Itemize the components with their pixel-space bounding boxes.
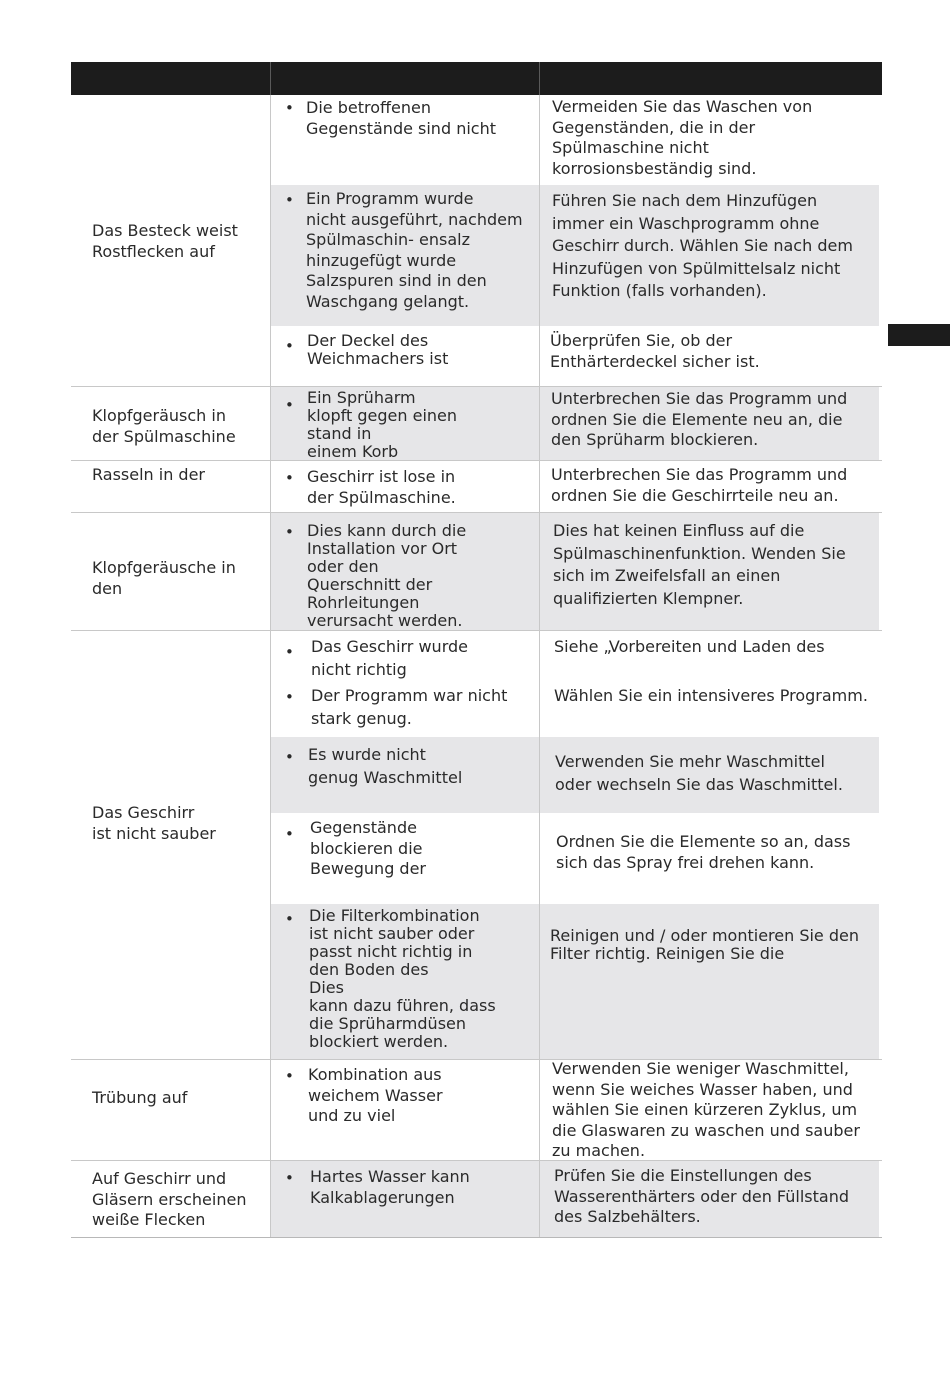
bullet-icon: • bbox=[285, 99, 294, 117]
bullet-icon: • bbox=[285, 396, 294, 414]
bullet-icon: • bbox=[285, 1169, 294, 1187]
solution-text: Führen Sie nach dem Hinzufügen immer ein Waschprogramm ohne Geschirr durch. Wählen Sie nach dem Hinzufügen von Spülmittelsalz nicht Funktion (falls vorhanden). bbox=[552, 191, 853, 300]
cause-text: Das Geschirr wurde nicht richtig bbox=[311, 637, 468, 679]
problem-cell: Das Geschirr ist nicht sauber bbox=[92, 803, 216, 843]
solution-text: Verwenden Sie mehr Waschmittel oder wechseln Sie das Waschmittel. bbox=[555, 752, 843, 794]
bullet-icon: • bbox=[285, 688, 294, 706]
problem-cell: Rasseln in der bbox=[92, 465, 206, 484]
cause-text: Kombination aus weichem Wasser und zu viel bbox=[308, 1065, 443, 1125]
solution-text: Unterbrechen Sie das Programm und ordnen Sie die Elemente neu an, die den Sprüharm blockieren. bbox=[551, 389, 848, 449]
row-separator bbox=[71, 512, 882, 513]
cause-text: Hartes Wasser kann Kalkablagerungen bbox=[310, 1167, 470, 1207]
solution-text: Ordnen Sie die Elemente so an, dass sich das Spray frei drehen kann. bbox=[556, 832, 851, 872]
chapter-tab-marker bbox=[888, 324, 950, 346]
column-rule bbox=[539, 95, 540, 1237]
cause-text: Es wurde nicht genug Waschmittel bbox=[308, 745, 463, 787]
cause-text: Dies kann durch die Installation vor Ort oder den Querschnitt der Rohrleitungen verursacht werden. bbox=[307, 521, 467, 630]
bullet-icon: • bbox=[285, 825, 294, 843]
bullet-icon: • bbox=[285, 469, 294, 487]
bullet-icon: • bbox=[285, 1067, 294, 1085]
problem-cell: Das Besteck weist Rostflecken auf bbox=[92, 221, 238, 261]
solution-text: Verwenden Sie weniger Waschmittel, wenn Sie weiches Wasser haben, und wählen Sie einen kürzeren Zyklus, um die Glaswaren zu waschen und sauber zu machen. bbox=[552, 1059, 860, 1160]
header-column-separator bbox=[270, 62, 271, 95]
solution-text: Überprüfen Sie, ob der Enthärterdeckel sicher ist. bbox=[550, 331, 760, 371]
problem-cell: Trübung auf bbox=[92, 1088, 188, 1107]
solution-text: Prüfen Sie die Einstellungen des Wasserenthärters oder den Füllstand des Salzbehälters. bbox=[554, 1166, 849, 1226]
bullet-icon: • bbox=[285, 523, 294, 541]
column-rule bbox=[270, 95, 271, 1237]
solution-text: Dies hat keinen Einfluss auf die Spülmaschinenfunktion. Wenden Sie sich im Zweifelsfall an einen qualifizierten Klempner. bbox=[553, 521, 846, 608]
solution-text: Wählen Sie ein intensiveres Programm. bbox=[554, 686, 868, 705]
solution-text: Vermeiden Sie das Waschen von Gegenständen, die in der Spülmaschine nicht korrosionsbeständig sind. bbox=[552, 97, 813, 178]
cause-text: Ein Programm wurde nicht ausgeführt, nachdem Spülmaschin- ensalz hinzugefügt wurde Salzspuren sind in den Waschgang gelangt. bbox=[306, 189, 523, 311]
cause-text: Ein Sprüharm klopft gegen einen stand in einem Korb bbox=[307, 388, 458, 461]
row-separator bbox=[71, 386, 882, 387]
cause-text: Der Programm war nicht stark genug. bbox=[311, 686, 508, 728]
bullet-icon: • bbox=[285, 191, 294, 209]
cause-text: Gegenstände blockieren die Bewegung der bbox=[310, 818, 427, 878]
solution-text: Reinigen und / oder montieren Sie den Filter richtig. Reinigen Sie die bbox=[550, 926, 859, 963]
bullet-icon: • bbox=[285, 748, 294, 766]
cause-text: Die Filterkombination ist nicht sauber oder passt nicht richtig in den Boden des Dies kann dazu führen, dass die Sprüharmdüsen blockiert werden. bbox=[309, 906, 496, 1051]
table-header-bar bbox=[71, 62, 882, 95]
table-bottom-rule bbox=[71, 1237, 882, 1238]
cause-text: Geschirr ist lose in der Spülmaschine. bbox=[307, 467, 456, 507]
cause-text: Der Deckel des Weichmachers ist bbox=[307, 331, 449, 368]
row-separator bbox=[71, 460, 882, 461]
solution-text: Siehe „Vorbereiten und Laden des bbox=[554, 637, 825, 656]
problem-cell: Auf Geschirr und Gläsern erscheinen weiße Flecken bbox=[92, 1169, 247, 1229]
bullet-icon: • bbox=[285, 643, 294, 661]
bullet-icon: • bbox=[285, 910, 294, 928]
row-separator bbox=[71, 630, 882, 631]
problem-cell: Klopfgeräusche in den bbox=[92, 558, 236, 598]
header-column-separator bbox=[539, 62, 540, 95]
cause-text: Die betroffenen Gegenstände sind nicht bbox=[306, 98, 496, 138]
solution-text: Unterbrechen Sie das Programm und ordnen Sie die Geschirrteile neu an. bbox=[551, 465, 848, 505]
problem-cell: Klopfgeräusch in der Spülmaschine bbox=[92, 406, 236, 446]
bullet-icon: • bbox=[285, 337, 294, 355]
